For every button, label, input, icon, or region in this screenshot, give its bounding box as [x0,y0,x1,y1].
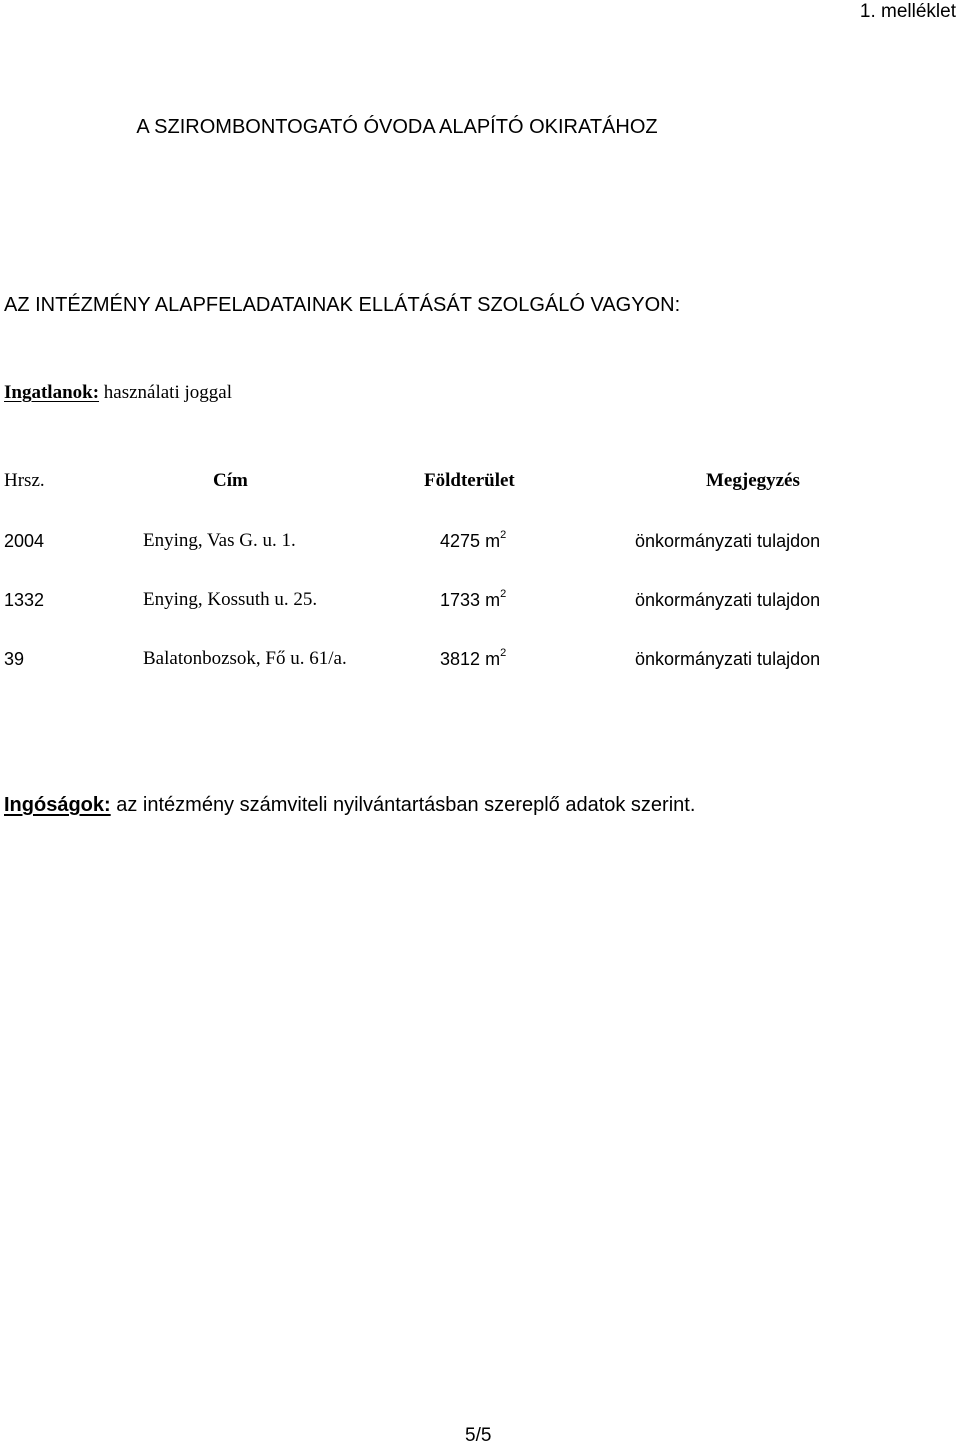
table-row-address: Enying, Kossuth u. 25. [143,589,318,610]
area-unit-exponent: 2 [500,529,507,541]
header-area: Földterület [424,470,515,491]
table-row-note: önkormányzati tulajdon [635,590,821,610]
movables-line [4,792,695,818]
header-hrsz: Hrsz. [4,470,45,491]
real-estate-line [4,380,232,406]
header-address: Cím [213,470,248,491]
table-row-address: Enying, Vas G. u. 1. [143,530,296,551]
document-title [0,114,960,140]
table-row-area [440,587,506,613]
table-row-hrsz: 1332 [4,590,45,610]
header-note: Megjegyzés [706,470,800,491]
table-row-note: önkormányzati tulajdon [635,649,821,669]
document-title-text: A SZIROMBONTOGATÓ ÓVODA ALAPÍTÓ OKIRATÁHOZ [136,116,658,138]
real-estate-label: Ingatlanok: [4,382,100,403]
table-row-address: Balatonbozsok, Fő u. 61/a. [143,648,347,669]
area-unit: m [485,649,501,669]
real-estate-text: használati joggal [99,382,232,403]
area-unit: m [485,531,501,551]
area-value: 1733 [440,590,481,610]
movables-text: az intézmény számviteli nyilvántartásban szereplő adatok szerint. [110,794,696,816]
area-unit: m [485,590,501,610]
section-title: AZ INTÉZMÉNY ALAPFELADATAINAK ELLÁTÁSÁT SZOLGÁLÓ VAGYON: [4,294,681,316]
area-value: 3812 [440,649,481,669]
table-row-hrsz: 39 [4,649,25,669]
area-unit-exponent: 2 [500,647,507,659]
movables-label: Ingóságok: [4,794,111,816]
annex-label: 1. melléklet [859,1,956,22]
table-row-hrsz: 2004 [4,531,45,551]
table-row-area [440,528,506,554]
table-row-area [440,646,506,672]
table-row-note: önkormányzati tulajdon [635,531,821,551]
area-value: 4275 [440,531,481,551]
page-number: 5/5 [465,1425,492,1446]
area-unit-exponent: 2 [500,588,507,600]
